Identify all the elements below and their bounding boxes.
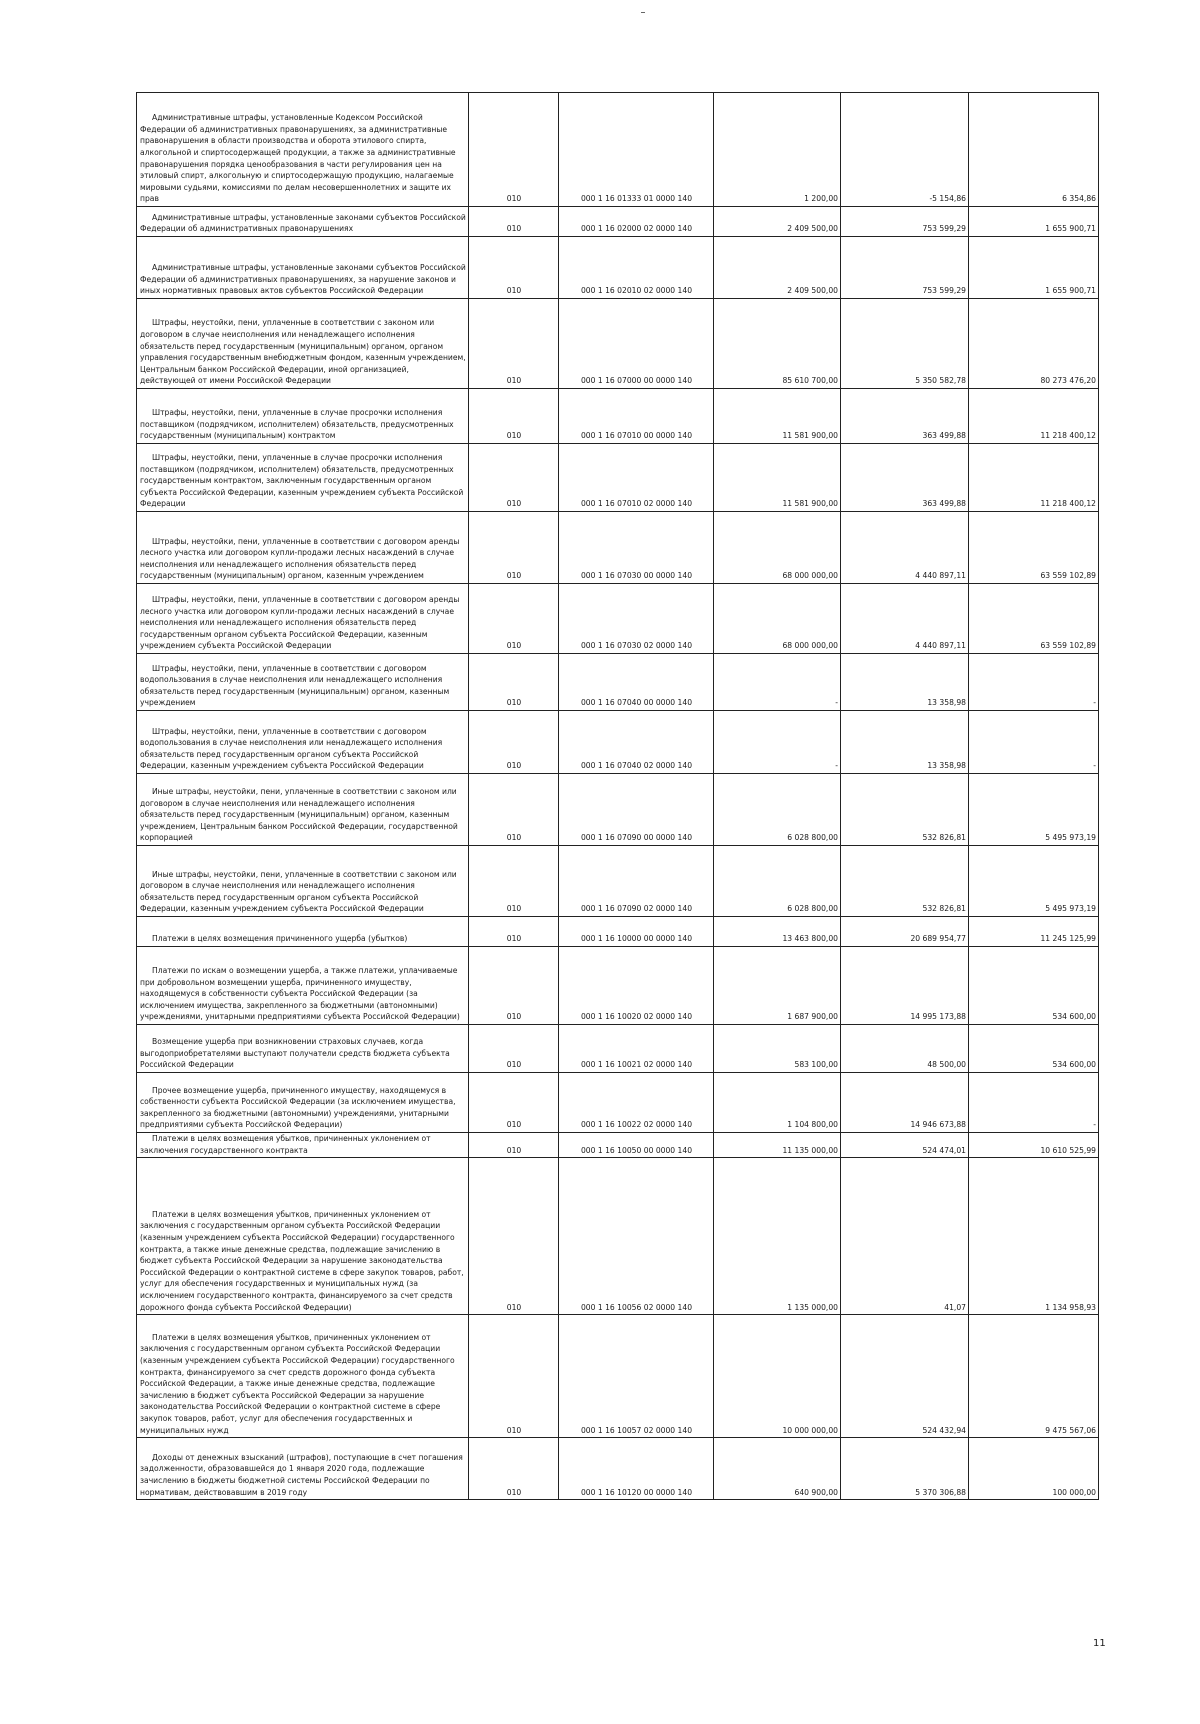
cell-unexecuted: 63 559 102,89 — [969, 512, 1099, 584]
cell-name: Штрафы, неустойки, пени, уплаченные в соответствии с договором аренды лесного участка или договором купли-продажи лесных насаждений в случае неисполнения или ненадлежащего исполнения обязательств перед государственным органом субъекта Российской Федерации, казенным учреждением субъекта Российской Федерации — [137, 584, 469, 654]
cell-approved: 13 463 800,00 — [714, 917, 841, 947]
cell-executed: 532 826,81 — [841, 846, 969, 917]
cell-unexecuted: 63 559 102,89 — [969, 584, 1099, 654]
cell-approved: 10 000 000,00 — [714, 1315, 841, 1438]
cell-executed: 14 946 673,88 — [841, 1073, 969, 1133]
report-sheet — [136, 92, 1098, 1500]
cell-code: 000 1 16 10057 02 0000 140 — [559, 1315, 714, 1438]
scan-speck — [641, 12, 645, 13]
cell-code: 000 1 16 10020 02 0000 140 — [559, 947, 714, 1025]
table-row — [137, 444, 1099, 512]
cell-executed: 532 826,81 — [841, 774, 969, 846]
cell-executed: 13 358,98 — [841, 654, 969, 711]
cell-code: 000 1 16 07010 00 0000 140 — [559, 389, 714, 444]
cell-line: 010 — [469, 917, 559, 947]
table-row — [137, 947, 1099, 1025]
cell-name: Штрафы, неустойки, пени, уплаченные в соответствии с законом или договором в случае неисполнения или ненадлежащего исполнения обязательств перед государственным (муниципальным) органом, органом управления государственным внебюджетным фондом, казенным учреждением, Центральным банком Российской Федерации, иной организацией, действующей от имени Российской Федерации — [137, 299, 469, 389]
cell-approved: - — [714, 654, 841, 711]
table-row — [137, 1158, 1099, 1315]
cell-name: Штрафы, неустойки, пени, уплаченные в случае просрочки исполнения поставщиком (подрядчиком, исполнителем) обязательств, предусмотренных государственным контрактом, заключенным государственным органом субъекта Российской Федерации, казенным учреждением субъекта Российской Федерации — [137, 444, 469, 512]
cell-name: Административные штрафы, установленные законами субъектов Российской Федерации об административных правонарушениях, за нарушение законов и иных нормативных правовых актов субъектов Российской Федерации — [137, 237, 469, 299]
cell-name: Платежи по искам о возмещении ущерба, а также платежи, уплачиваемые при добровольном возмещении ущерба, причиненного имуществу, находящемуся в собственности субъекта Российской Федерации (за исключением имущества, закрепленного за бюджетными (автономными) учреждениями, унитарными предприятиями субъекта Российской Федерации) — [137, 947, 469, 1025]
cell-name: Иные штрафы, неустойки, пени, уплаченные в соответствии с законом или договором в случае неисполнения или ненадлежащего исполнения обязательств перед государственным органом субъекта Российской Федерации, казенным учреждением субъекта Российской Федерации — [137, 846, 469, 917]
cell-name: Платежи в целях возмещения убытков, причиненных уклонением от заключения с государственным органом субъекта Российской Федерации (казенным учреждением субъекта Российской Федерации) государственного контракта, а также иные денежные средства, подлежащие зачислению в бюджет субъекта Российской Федерации за нарушение законодательства Российской Федерации о контрактной системе в сфере закупок товаров, работ, услуг для обеспечения государственных и муниципальных нужд (за исключением государственного контракта, финансируемого за счет средств дорожного фонда субъекта Российской Федерации) — [137, 1158, 469, 1315]
cell-executed: 20 689 954,77 — [841, 917, 969, 947]
cell-name: Доходы от денежных взысканий (штрафов), поступающие в счет погашения задолженности, образовавшейся до 1 января 2020 года, подлежащие зачислению в бюджеты бюджетной системы Российской Федерации по нормативам, действовавшим в 2019 году — [137, 1438, 469, 1500]
cell-unexecuted: 100 000,00 — [969, 1438, 1099, 1500]
cell-unexecuted: 5 495 973,19 — [969, 846, 1099, 917]
cell-approved: 85 610 700,00 — [714, 299, 841, 389]
cell-approved: 640 900,00 — [714, 1438, 841, 1500]
cell-name: Платежи в целях возмещения убытков, причиненных уклонением от заключения государственного контракта — [137, 1133, 469, 1158]
cell-name: Штрафы, неустойки, пени, уплаченные в соответствии с договором аренды лесного участка или договором купли-продажи лесных насаждений в случае неисполнения или ненадлежащего исполнения обязательств перед государственным (муниципальным) органом, казенным учреждением — [137, 512, 469, 584]
cell-code: 000 1 16 10056 02 0000 140 — [559, 1158, 714, 1315]
cell-code: 000 1 16 10022 02 0000 140 — [559, 1073, 714, 1133]
cell-approved: 6 028 800,00 — [714, 846, 841, 917]
table-row — [137, 654, 1099, 711]
cell-approved: 11 581 900,00 — [714, 444, 841, 512]
cell-name: Штрафы, неустойки, пени, уплаченные в соответствии с договором водопользования в случае неисполнения или ненадлежащего исполнения обязательств перед государственным (муниципальным) органом, казенным учреждением — [137, 654, 469, 711]
cell-executed: 363 499,88 — [841, 444, 969, 512]
cell-line: 010 — [469, 389, 559, 444]
cell-code: 000 1 16 07010 02 0000 140 — [559, 444, 714, 512]
cell-code: 000 1 16 10021 02 0000 140 — [559, 1025, 714, 1073]
cell-code: 000 1 16 07040 00 0000 140 — [559, 654, 714, 711]
cell-name: Административные штрафы, установленные законами субъектов Российской Федерации об административных правонарушениях — [137, 207, 469, 237]
cell-approved: 2 409 500,00 — [714, 237, 841, 299]
cell-line: 010 — [469, 444, 559, 512]
cell-name: Платежи в целях возмещения убытков, причиненных уклонением от заключения с государственным органом субъекта Российской Федерации (казенным учреждением субъекта Российской Федерации) государственного контракта, финансируемого за счет средств дорожного фонда субъекта Российской Федерации, а также иные денежные средства, подлежащие зачислению в бюджет субъекта Российской Федерации за нарушение законодательства Российской Федерации о контрактной системе в сфере закупок товаров, работ, услуг для обеспечения государственных и муниципальных нужд — [137, 1315, 469, 1438]
cell-name: Прочее возмещение ущерба, причиненного имуществу, находящемуся в собственности субъекта Российской Федерации (за исключением имущества, закрепленного за бюджетными (автономными) учреждениями, унитарными предприятиями субъекта Российской Федерации) — [137, 1073, 469, 1133]
cell-line: 010 — [469, 93, 559, 207]
cell-executed: 4 440 897,11 — [841, 512, 969, 584]
table-row — [137, 1438, 1099, 1500]
cell-name: Возмещение ущерба при возникновении страховых случаев, когда выгодоприобретателями выступают получатели средств бюджета субъекта Российской Федерации — [137, 1025, 469, 1073]
cell-line: 010 — [469, 1073, 559, 1133]
cell-approved: 1 200,00 — [714, 93, 841, 207]
cell-code: 000 1 16 10000 00 0000 140 — [559, 917, 714, 947]
table-row — [137, 917, 1099, 947]
cell-unexecuted: - — [969, 654, 1099, 711]
cell-unexecuted: 9 475 567,06 — [969, 1315, 1099, 1438]
cell-approved: 1 104 800,00 — [714, 1073, 841, 1133]
cell-executed: 13 358,98 — [841, 711, 969, 774]
cell-executed: 524 474,01 — [841, 1133, 969, 1158]
cell-unexecuted: 5 495 973,19 — [969, 774, 1099, 846]
cell-executed: 363 499,88 — [841, 389, 969, 444]
cell-executed: 41,07 — [841, 1158, 969, 1315]
cell-code: 000 1 16 07040 02 0000 140 — [559, 711, 714, 774]
cell-executed: -5 154,86 — [841, 93, 969, 207]
cell-approved: 2 409 500,00 — [714, 207, 841, 237]
cell-line: 010 — [469, 846, 559, 917]
cell-line: 010 — [469, 1025, 559, 1073]
cell-line: 010 — [469, 237, 559, 299]
table-row — [137, 711, 1099, 774]
cell-executed: 5 350 582,78 — [841, 299, 969, 389]
cell-name: Платежи в целях возмещения причиненного ущерба (убытков) — [137, 917, 469, 947]
cell-code: 000 1 16 07030 00 0000 140 — [559, 512, 714, 584]
cell-approved: 11 581 900,00 — [714, 389, 841, 444]
cell-code: 000 1 16 10120 00 0000 140 — [559, 1438, 714, 1500]
cell-approved: 6 028 800,00 — [714, 774, 841, 846]
cell-approved: - — [714, 711, 841, 774]
table-row — [137, 237, 1099, 299]
cell-unexecuted: 11 218 400,12 — [969, 444, 1099, 512]
cell-line: 010 — [469, 299, 559, 389]
cell-line: 010 — [469, 711, 559, 774]
cell-approved: 583 100,00 — [714, 1025, 841, 1073]
table-row — [137, 389, 1099, 444]
cell-line: 010 — [469, 1133, 559, 1158]
cell-name: Иные штрафы, неустойки, пени, уплаченные в соответствии с законом или договором в случае неисполнения или ненадлежащего исполнения обязательств перед государственным (муниципальным) органом, казенным учреждением, Центральным банком Российской Федерации, государственной корпорацией — [137, 774, 469, 846]
table-row — [137, 207, 1099, 237]
cell-unexecuted: 80 273 476,20 — [969, 299, 1099, 389]
cell-unexecuted: - — [969, 1073, 1099, 1133]
cell-unexecuted: 10 610 525,99 — [969, 1133, 1099, 1158]
cell-executed: 524 432,94 — [841, 1315, 969, 1438]
cell-unexecuted: 1 655 900,71 — [969, 207, 1099, 237]
cell-name: Штрафы, неустойки, пени, уплаченные в соответствии с договором водопользования в случае неисполнения или ненадлежащего исполнения обязательств перед государственным органом субъекта Российской Федерации, казенным учреждением субъекта Российской Федерации — [137, 711, 469, 774]
cell-code: 000 1 16 07090 00 0000 140 — [559, 774, 714, 846]
cell-code: 000 1 16 01333 01 0000 140 — [559, 93, 714, 207]
cell-unexecuted: 11 245 125,99 — [969, 917, 1099, 947]
table-row — [137, 93, 1099, 207]
table-row — [137, 846, 1099, 917]
income-table — [136, 92, 1099, 1500]
table-row — [137, 774, 1099, 846]
cell-line: 010 — [469, 1438, 559, 1500]
cell-code: 000 1 16 10050 00 0000 140 — [559, 1133, 714, 1158]
cell-executed: 14 995 173,88 — [841, 947, 969, 1025]
cell-line: 010 — [469, 947, 559, 1025]
table-row — [137, 299, 1099, 389]
cell-line: 010 — [469, 512, 559, 584]
cell-executed: 753 599,29 — [841, 207, 969, 237]
table-row — [137, 584, 1099, 654]
cell-approved: 68 000 000,00 — [714, 512, 841, 584]
table-row — [137, 1025, 1099, 1073]
cell-executed: 5 370 306,88 — [841, 1438, 969, 1500]
cell-unexecuted: 1 134 958,93 — [969, 1158, 1099, 1315]
cell-unexecuted: 534 600,00 — [969, 947, 1099, 1025]
cell-unexecuted: - — [969, 711, 1099, 774]
cell-approved: 68 000 000,00 — [714, 584, 841, 654]
table-row — [137, 1073, 1099, 1133]
table-row — [137, 1315, 1099, 1438]
cell-code: 000 1 16 07000 00 0000 140 — [559, 299, 714, 389]
cell-line: 010 — [469, 654, 559, 711]
cell-name: Штрафы, неустойки, пени, уплаченные в случае просрочки исполнения поставщиком (подрядчиком, исполнителем) обязательств, предусмотренных государственным (муниципальным) контрактом — [137, 389, 469, 444]
cell-executed: 753 599,29 — [841, 237, 969, 299]
cell-executed: 4 440 897,11 — [841, 584, 969, 654]
cell-code: 000 1 16 02000 02 0000 140 — [559, 207, 714, 237]
cell-line: 010 — [469, 207, 559, 237]
cell-approved: 11 135 000,00 — [714, 1133, 841, 1158]
cell-executed: 48 500,00 — [841, 1025, 969, 1073]
cell-line: 010 — [469, 774, 559, 846]
cell-code: 000 1 16 07090 02 0000 140 — [559, 846, 714, 917]
cell-code: 000 1 16 02010 02 0000 140 — [559, 237, 714, 299]
table-row — [137, 512, 1099, 584]
cell-unexecuted: 1 655 900,71 — [969, 237, 1099, 299]
cell-unexecuted: 11 218 400,12 — [969, 389, 1099, 444]
cell-approved: 1 687 900,00 — [714, 947, 841, 1025]
cell-approved: 1 135 000,00 — [714, 1158, 841, 1315]
page-number: 11 — [1093, 1638, 1106, 1649]
cell-code: 000 1 16 07030 02 0000 140 — [559, 584, 714, 654]
cell-line: 010 — [469, 1158, 559, 1315]
cell-name: Административные штрафы, установленные Кодексом Российской Федерации об административных правонарушениях, за административные правонарушения в области производства и оборота этилового спирта, алкогольной и спиртосодержащей продукции, а также за административные правонарушения порядка ценообразования в части регулирования цен на этиловый спирт, алкогольную и спиртосодержащую продукцию, налагаемые мировыми судьями, комиссиями по делам несовершеннолетних и защите их прав — [137, 93, 469, 207]
income-table-body — [137, 93, 1099, 1500]
cell-unexecuted: 534 600,00 — [969, 1025, 1099, 1073]
cell-unexecuted: 6 354,86 — [969, 93, 1099, 207]
table-row — [137, 1133, 1099, 1158]
cell-line: 010 — [469, 584, 559, 654]
cell-line: 010 — [469, 1315, 559, 1438]
